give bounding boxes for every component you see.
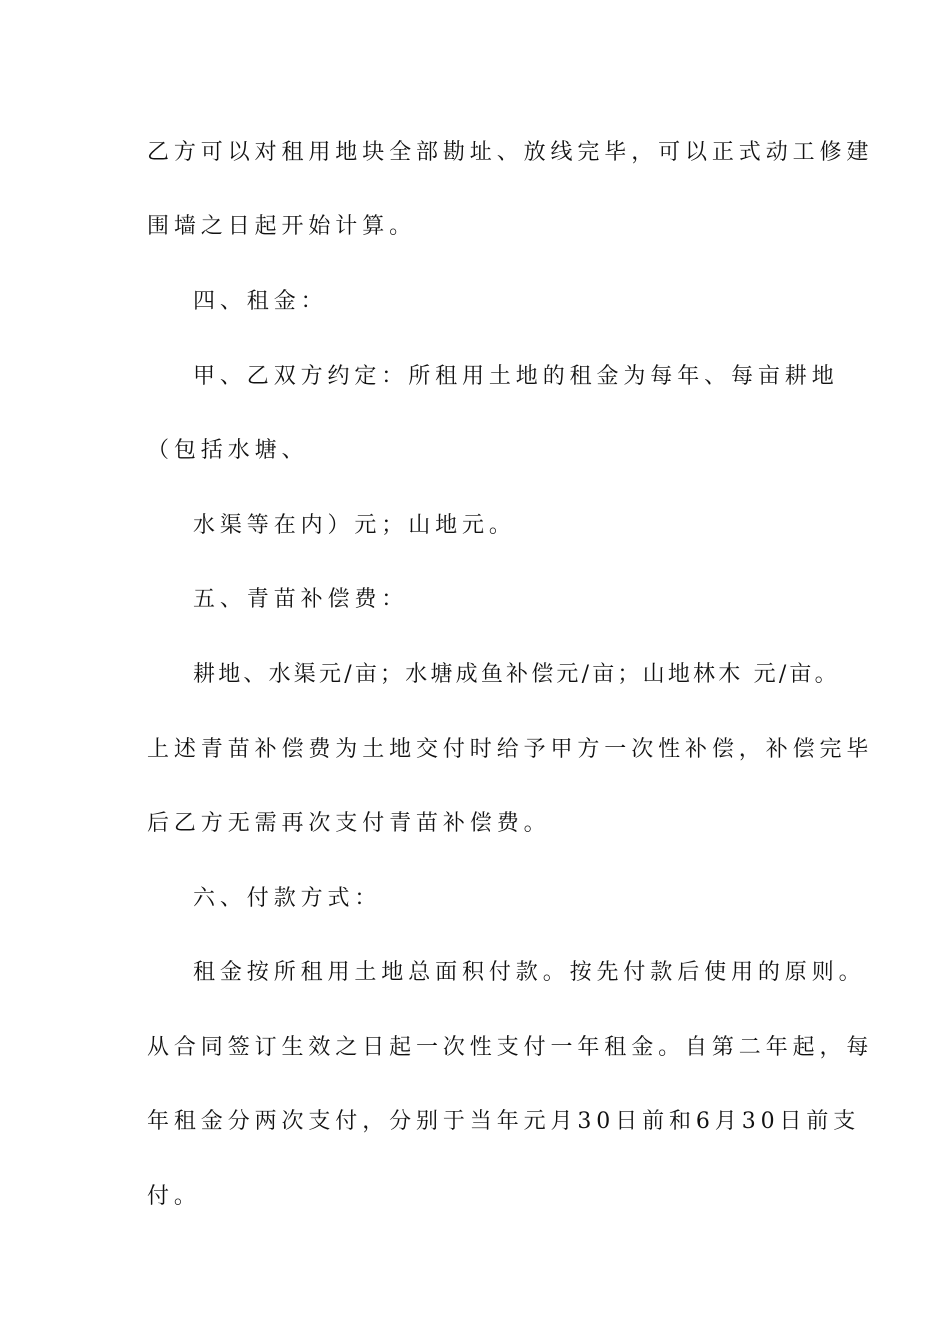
paragraph-line: 耕地、水渠元/亩；水塘成鱼补偿元/亩；山地林木 元/亩。	[193, 662, 840, 687]
paragraph-line: 围墙之日起开始计算。	[147, 214, 417, 239]
paragraph-line: 从合同签订生效之日起一次性支付一年租金。自第二年起，每	[147, 1035, 874, 1060]
section-heading-compensation: 五、青苗补偿费：	[193, 587, 409, 612]
paragraph-line: 付。	[147, 1184, 201, 1209]
paragraph-line: 甲、乙双方约定：所租用土地的租金为每年、每亩耕地	[193, 364, 839, 389]
section-heading-rent: 四、租金：	[193, 289, 328, 314]
paragraph-line: 年租金分两次支付，分别于当年元月30日前和6月30日前支	[147, 1109, 861, 1134]
paragraph-line: 后乙方无需再次支付青苗补偿费。	[147, 811, 551, 836]
paragraph-line: （包括水塘、	[147, 438, 309, 463]
section-heading-payment: 六、付款方式：	[193, 886, 382, 911]
paragraph-line: 水渠等在内）元；山地元。	[193, 513, 516, 538]
paragraph-line: 乙方可以对租用地块全部勘址、放线完毕，可以正式动工修建	[147, 140, 874, 165]
paragraph-line: 上述青苗补偿费为土地交付时给予甲方一次性补偿，补偿完毕	[147, 737, 874, 762]
paragraph-line: 租金按所租用土地总面积付款。按先付款后使用的原则。	[193, 960, 866, 985]
